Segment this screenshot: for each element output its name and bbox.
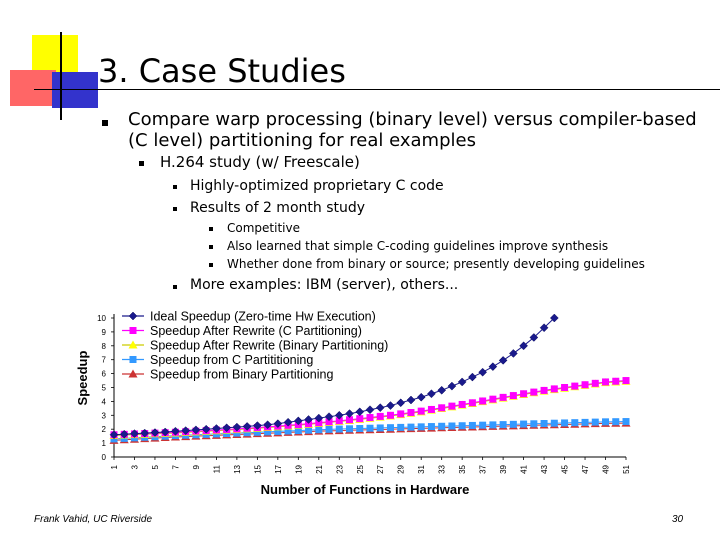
y-tick-label: 1 (101, 439, 106, 449)
bullet-text: Also learned that simple C-coding guidelines improve synthesis (227, 239, 609, 253)
data-point (489, 421, 496, 428)
x-tick-label: 3 (130, 465, 140, 470)
x-tick-label: 1 (110, 465, 119, 470)
x-tick-label: 15 (253, 465, 263, 474)
legend-marker (130, 327, 137, 334)
data-point (479, 422, 486, 429)
data-point (469, 399, 476, 406)
x-tick-label: 11 (212, 465, 222, 474)
data-point (623, 377, 630, 384)
y-tick-label: 8 (101, 341, 106, 351)
data-point (571, 419, 578, 426)
x-tick-label: 49 (601, 465, 611, 474)
slide-title: 3. Case Studies (98, 52, 346, 90)
legend-label: Speedup from C Partititioning (150, 353, 314, 367)
bullet-text: Whether done from binary or source; presently developing guidelines (227, 257, 645, 271)
data-point (356, 425, 363, 432)
x-tick-label: 35 (458, 465, 468, 474)
data-point (418, 408, 425, 415)
data-point (448, 382, 456, 390)
bullet-text: H.264 study (w/ Freescale) (160, 153, 360, 171)
x-tick-label: 9 (191, 465, 201, 470)
x-tick-label: 19 (294, 465, 304, 474)
data-point (397, 410, 404, 417)
data-point (468, 373, 476, 381)
x-tick-label: 21 (314, 465, 324, 474)
data-point (469, 422, 476, 429)
bullet-text: Results of 2 month study (190, 200, 366, 216)
legend-marker (129, 312, 137, 320)
data-point (326, 426, 333, 433)
x-tick-label: 45 (560, 465, 570, 474)
data-point (417, 393, 425, 401)
data-point (397, 424, 404, 431)
y-tick-label: 0 (101, 453, 106, 462)
data-point (489, 396, 496, 403)
x-tick-label: 51 (622, 465, 631, 474)
x-tick-label: 43 (540, 465, 550, 474)
data-point (500, 394, 507, 401)
data-point (438, 423, 445, 430)
x-tick-label: 33 (437, 465, 447, 474)
data-point (459, 422, 466, 429)
data-point (315, 426, 322, 433)
legend-label: Speedup After Rewrite (C Partitioning) (150, 324, 362, 338)
data-point (356, 415, 363, 422)
y-tick-label: 9 (101, 327, 106, 337)
x-tick-label: 27 (376, 465, 386, 474)
data-point (418, 423, 425, 430)
data-point (407, 409, 414, 416)
bullet-text: Compare warp processing (binary level) versus compiler-based (128, 109, 697, 130)
data-point (510, 392, 517, 399)
x-tick-label: 37 (478, 465, 488, 474)
x-tick-label: 13 (232, 465, 242, 474)
y-axis-title: Speedup (75, 350, 90, 406)
data-point (623, 418, 630, 425)
x-tick-label: 5 (150, 465, 160, 470)
y-tick-label: 6 (101, 369, 106, 379)
data-point (387, 424, 394, 431)
data-point (561, 384, 568, 391)
y-tick-label: 7 (101, 355, 106, 365)
x-tick-label: 39 (499, 465, 509, 474)
data-point (377, 413, 384, 420)
data-point (428, 423, 435, 430)
y-tick-label: 4 (101, 397, 106, 407)
data-point (397, 399, 405, 407)
data-point (367, 414, 374, 421)
footer-author: Frank Vahid, UC Riverside (34, 514, 153, 525)
data-point (407, 424, 414, 431)
data-point (366, 406, 374, 414)
data-point (520, 390, 527, 397)
data-point (428, 406, 435, 413)
data-point (438, 404, 445, 411)
data-point (387, 412, 394, 419)
x-tick-label: 41 (519, 465, 529, 474)
x-tick-label: 29 (396, 465, 406, 474)
data-point (407, 396, 415, 404)
y-tick-label: 10 (97, 314, 106, 323)
bullet-text: More examples: IBM (server), others... (190, 277, 459, 293)
data-point (551, 420, 558, 427)
x-tick-label: 23 (335, 465, 345, 474)
data-point (377, 424, 384, 431)
data-point (602, 418, 609, 425)
y-tick-label: 3 (101, 411, 106, 421)
bullet-text: Competitive (227, 221, 300, 235)
bullet-text: (C level) partitioning for real examples (128, 130, 476, 151)
data-point (612, 418, 619, 425)
page-number: 30 (672, 514, 684, 525)
data-point (530, 389, 537, 396)
data-point (438, 386, 446, 394)
legend-marker (130, 356, 137, 363)
data-point (500, 421, 507, 428)
data-point (509, 349, 517, 357)
x-axis-title: Number of Functions in Hardware (260, 482, 470, 497)
data-point (386, 402, 394, 410)
data-point (612, 378, 619, 385)
data-point (592, 380, 599, 387)
data-point (592, 419, 599, 426)
data-point (571, 383, 578, 390)
data-point (479, 397, 486, 404)
data-point (346, 425, 353, 432)
data-point (551, 385, 558, 392)
data-point (427, 390, 435, 398)
x-tick-label: 7 (171, 465, 181, 470)
data-point (489, 363, 497, 371)
data-point (530, 420, 537, 427)
data-point (479, 368, 487, 376)
data-point (582, 419, 589, 426)
data-point (582, 381, 589, 388)
x-tick-label: 25 (355, 465, 365, 474)
y-tick-label: 2 (101, 425, 106, 435)
x-tick-label: 31 (417, 465, 427, 474)
data-point (541, 387, 548, 394)
legend-label: Ideal Speedup (Zero-time Hw Execution) (150, 309, 376, 324)
data-point (561, 419, 568, 426)
legend-label: Speedup After Rewrite (Binary Partitioning) (150, 338, 389, 353)
data-point (448, 423, 455, 430)
x-tick-label: 17 (273, 465, 283, 474)
data-point (520, 421, 527, 428)
data-point (510, 421, 517, 428)
data-point (356, 408, 364, 416)
y-tick-label: 5 (101, 383, 106, 393)
data-point (541, 420, 548, 427)
data-point (602, 378, 609, 385)
legend-label: Speedup from Binary Partitioning (150, 367, 334, 382)
data-point (459, 401, 466, 408)
data-point (458, 378, 466, 386)
data-point (376, 404, 384, 412)
bullet-text: Highly-optimized proprietary C code (190, 178, 444, 194)
data-point (499, 356, 507, 364)
data-point (448, 403, 455, 410)
data-point (367, 425, 374, 432)
data-point (336, 426, 343, 433)
x-tick-label: 47 (581, 465, 591, 474)
